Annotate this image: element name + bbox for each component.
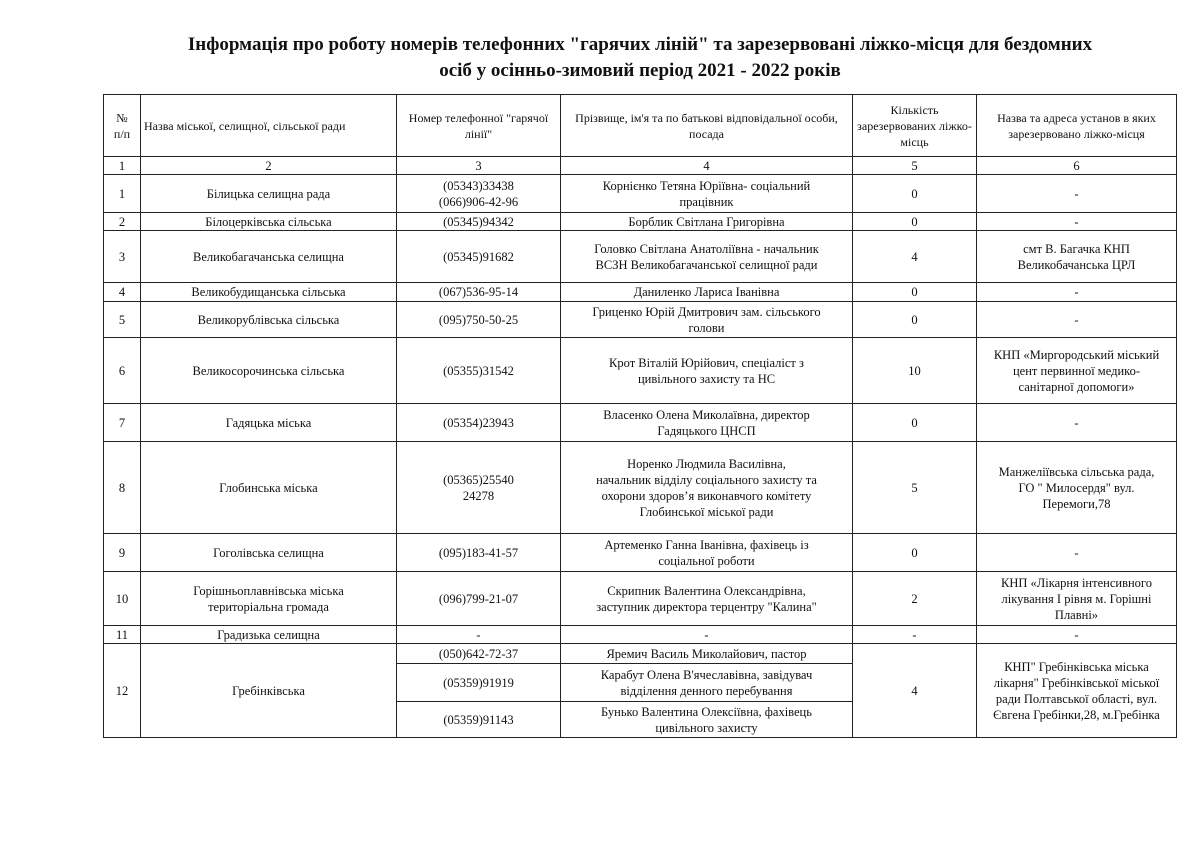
responsible-person: Гриценко Юрій Дмитрович зам. сільського голови xyxy=(561,302,853,338)
responsible-person: - xyxy=(561,626,853,644)
institution-address: - xyxy=(977,302,1177,338)
table-row xyxy=(104,626,1177,644)
reserved-beds: - xyxy=(853,626,977,644)
reserved-beds: 4 xyxy=(853,644,977,738)
hotline-phone: - xyxy=(397,626,561,644)
column-number-row xyxy=(104,157,1177,175)
council-name: Великорублівська сільська xyxy=(141,302,397,338)
institution-address: КНП «Миргородський міський цент первинної медико- санітарної допомоги» xyxy=(977,338,1177,404)
hotline-phone: (095)183-41-57 xyxy=(397,534,561,572)
responsible-person: Бунько Валентина Олексіївна, фахівець цивільного захисту xyxy=(561,702,853,738)
institution-address: КНП" Гребінківська міська лікарня" Гребінківської міської ради Полтавської області, вул. Євгена Гребінки,28, м.Гребінка xyxy=(977,644,1177,738)
header-beds: Кількість зарезервованих ліжко-місць xyxy=(853,95,977,157)
hotline-phone: (05359)91143 xyxy=(397,702,561,738)
council-name: Великобагачанська селищна xyxy=(141,231,397,283)
responsible-person: Артеменко Ганна Іванівна, фахівець із соціальної роботи xyxy=(561,534,853,572)
responsible-person: Норенко Людмила Василівна, начальник відділу соціального захисту та охорони здоров’я виконавчого комітету Глобинської міської ради xyxy=(561,442,853,534)
header-phone: Номер телефонної "гарячої лінії" xyxy=(397,95,561,157)
responsible-person: Скрипник Валентина Олександрівна, заступник директора терцентру "Калина" xyxy=(561,572,853,626)
table-row xyxy=(104,302,1177,338)
row-number: 10 xyxy=(104,572,141,626)
council-name: Глобинська міська xyxy=(141,442,397,534)
table-row xyxy=(104,404,1177,442)
row-number: 3 xyxy=(104,231,141,283)
institution-address: - xyxy=(977,175,1177,213)
hotline-phone: (096)799-21-07 xyxy=(397,572,561,626)
reserved-beds: 4 xyxy=(853,231,977,283)
responsible-person: Борблик Світлана Григорівна xyxy=(561,213,853,231)
table-row xyxy=(104,572,1177,626)
row-number: 4 xyxy=(104,283,141,302)
reserved-beds: 0 xyxy=(853,213,977,231)
header-num: № п/п xyxy=(104,95,141,157)
council-name: Білоцерківська сільська xyxy=(141,213,397,231)
col-number: 3 xyxy=(397,157,561,175)
reserved-beds: 0 xyxy=(853,283,977,302)
reserved-beds: 0 xyxy=(853,404,977,442)
col-number: 6 xyxy=(977,157,1177,175)
institution-address: - xyxy=(977,626,1177,644)
hotline-phone: (05345)94342 xyxy=(397,213,561,231)
council-name: Горішньоплавнівська міська територіальна громада xyxy=(141,572,397,626)
reserved-beds: 5 xyxy=(853,442,977,534)
institution-address: - xyxy=(977,534,1177,572)
institution-address: - xyxy=(977,404,1177,442)
council-name: Великобудищанська сільська xyxy=(141,283,397,302)
reserved-beds: 2 xyxy=(853,572,977,626)
reserved-beds: 0 xyxy=(853,175,977,213)
responsible-person: Головко Світлана Анатоліївна - начальник ВСЗН Великобагачанської селищної ради xyxy=(561,231,853,283)
council-name: Гадяцька міська xyxy=(141,404,397,442)
row-number: 2 xyxy=(104,213,141,231)
table-row xyxy=(104,644,1177,664)
hotline-phone: (095)750-50-25 xyxy=(397,302,561,338)
header-row xyxy=(104,95,1177,157)
header-institution: Назва та адреса установ в яких зарезервовано ліжко-місця xyxy=(977,95,1177,157)
row-number: 6 xyxy=(104,338,141,404)
hotline-phone: (05354)23943 xyxy=(397,404,561,442)
table-body xyxy=(104,175,1177,738)
row-number: 7 xyxy=(104,404,141,442)
table-row xyxy=(104,175,1177,213)
council-name: Градизька селищна xyxy=(141,626,397,644)
row-number: 11 xyxy=(104,626,141,644)
institution-address: КНП «Лікарня інтенсивного лікування І рівня м. Горішні Плавні» xyxy=(977,572,1177,626)
reserved-beds: 0 xyxy=(853,302,977,338)
institution-address: - xyxy=(977,283,1177,302)
document-title xyxy=(100,32,1180,84)
table-row xyxy=(104,283,1177,302)
hotline-phone: (050)642-72-37 xyxy=(397,644,561,664)
table-row xyxy=(104,213,1177,231)
responsible-person: Карабут Олена В'ячеславівна, завідувач відділення денного перебування xyxy=(561,664,853,702)
row-number: 5 xyxy=(104,302,141,338)
responsible-person: Крот Віталій Юрійович, спеціаліст з цивільного захисту та НС xyxy=(561,338,853,404)
hotline-phone: (067)536-95-14 xyxy=(397,283,561,302)
row-number: 1 xyxy=(104,175,141,213)
institution-address: - xyxy=(977,213,1177,231)
col-number: 2 xyxy=(141,157,397,175)
council-name: Білицька селищна рада xyxy=(141,175,397,213)
table-row xyxy=(104,338,1177,404)
hotline-phone: (05345)91682 xyxy=(397,231,561,283)
council-name: Гоголівська селищна xyxy=(141,534,397,572)
header-council: Назва міської, селищної, сільської ради xyxy=(141,95,397,157)
responsible-person: Власенко Олена Миколаївна, директор Гадяцького ЦНСП xyxy=(561,404,853,442)
institution-address: Манжеліївська сільська рада, ГО " Милосердя" вул. Перемоги,78 xyxy=(977,442,1177,534)
hotline-phone: (05355)31542 xyxy=(397,338,561,404)
responsible-person: Корнієнко Тетяна Юріївна- соціальний працівник xyxy=(561,175,853,213)
hotline-phone: (05343)33438 (066)906-42-96 xyxy=(397,175,561,213)
hotline-phone: (05365)25540 24278 xyxy=(397,442,561,534)
title-line-1: Інформація про роботу номерів телефонних "гарячих ліній" та зарезервовані ліжко-місця для бездомних xyxy=(187,34,1093,55)
hotlines-table xyxy=(103,94,1177,738)
header-person: Прізвище, ім'я та по батькові відповідальної особи, посада xyxy=(561,95,853,157)
council-name: Гребінківська xyxy=(141,644,397,738)
col-number: 5 xyxy=(853,157,977,175)
table-row xyxy=(104,534,1177,572)
col-number: 4 xyxy=(561,157,853,175)
row-number: 8 xyxy=(104,442,141,534)
hotline-phone: (05359)91919 xyxy=(397,664,561,702)
table-row xyxy=(104,442,1177,534)
row-number: 9 xyxy=(104,534,141,572)
title-line-2: осіб у осінньо-зимовий період 2021 - 2022 років xyxy=(439,60,841,81)
institution-address: смт В. Багачка КНП Великобачанська ЦРЛ xyxy=(977,231,1177,283)
responsible-person: Даниленко Лариса Іванівна xyxy=(561,283,853,302)
row-number: 12 xyxy=(104,644,141,738)
responsible-person: Яремич Василь Миколайович, пастор xyxy=(561,644,853,664)
reserved-beds: 0 xyxy=(853,534,977,572)
council-name: Великосорочинська сільська xyxy=(141,338,397,404)
table-row xyxy=(104,231,1177,283)
reserved-beds: 10 xyxy=(853,338,977,404)
col-number: 1 xyxy=(104,157,141,175)
